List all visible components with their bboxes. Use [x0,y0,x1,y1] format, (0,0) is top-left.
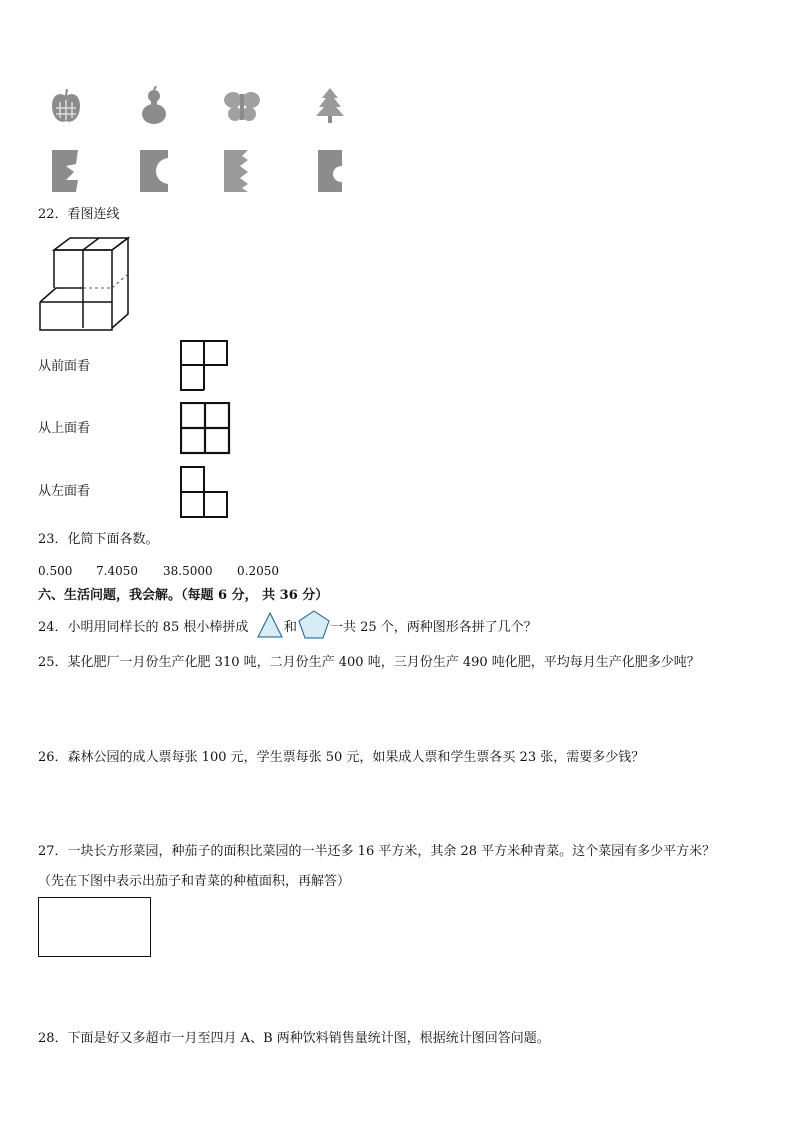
pine-tree-icon [314,88,346,124]
q23-number-1: 0.500 [38,564,73,578]
q24-text-end: 一共 25 个，两种图形各拼了几个？ [330,620,537,635]
garden-rectangle [38,897,151,957]
q24-text-and: 和 [284,620,298,635]
view-shape-left [180,466,230,520]
section6-heading: 六、生活问题，我会解。（每题 6 分， 共 36 分） [38,588,329,603]
q23-number-4: 0.2050 [237,564,279,578]
folded-paper-3 [224,150,252,192]
gourd-icon [138,86,170,126]
apple-icon [50,86,82,126]
q23-number-3: 38.5000 [163,564,213,578]
folded-paper-2 [140,150,168,192]
view-label-top: 从上面看 [38,421,91,436]
pentagon-shape [298,610,330,640]
view-shape-top [180,402,232,456]
folded-paper-4 [318,150,346,192]
q26-text: 26．森林公园的成人票每张 100 元，学生票每张 50 元，如果成人票和学生票各买 23 张，需要多少钱？ [38,750,645,765]
view-label-left: 从左面看 [38,484,91,499]
view-shape-front [180,340,230,392]
cube-solid-figure [38,234,130,334]
q25-text: 25．某化肥厂一月份生产化肥 310 吨，二月份生产 400 吨，三月份生产 490 吨化肥，平均每月生产化肥多少吨？ [38,655,700,670]
q23-title: 23．化简下面各数。 [38,532,159,547]
butterfly-icon [222,88,262,124]
view-label-front: 从前面看 [38,359,91,374]
q23-number-2: 7.4050 [96,564,138,578]
triangle-shape [256,611,284,639]
q24-text-start: 24．小明用同样长的 85 根小棒拼成 [38,620,249,635]
q27-text: 27．一块长方形菜园，种茄子的面积比菜园的一半还多 16 平方米，其余 28 平方米种青菜。这个菜园有多少平方米？ [38,844,716,859]
q27-note: （先在下图中表示出茄子和青菜的种植面积，再解答） [38,874,351,889]
q28-text: 28．下面是好又多超市一月至四月 A、B 两种饮料销售量统计图，根据统计图回答问题。 [38,1031,550,1046]
q22-title: 22．看图连线 [38,207,120,222]
folded-paper-1 [52,150,80,192]
